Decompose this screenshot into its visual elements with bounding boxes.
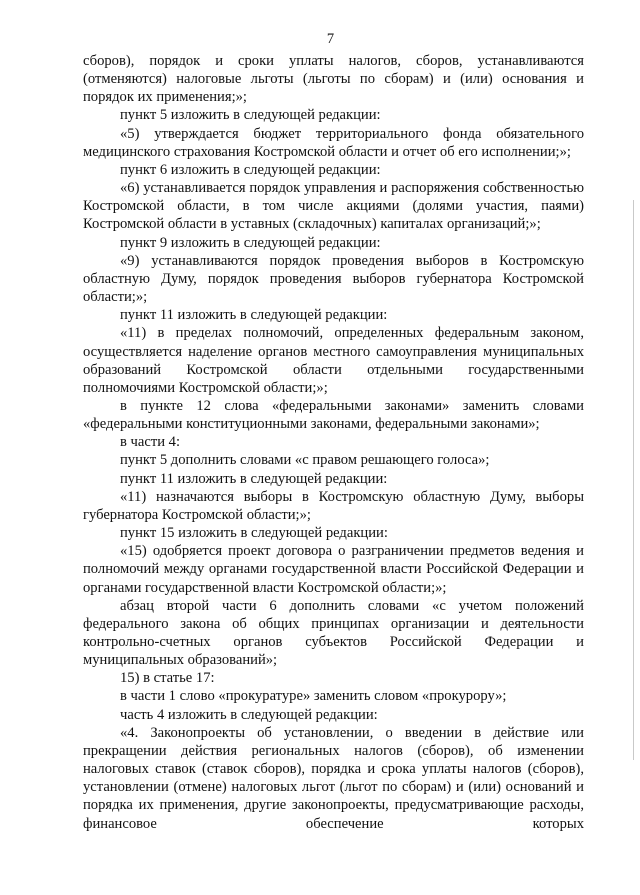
paragraph: «5) утверждается бюджет территориального фонда обязательного медицинского страхования Костромской области и отчет об его исполнении;»; bbox=[83, 125, 584, 160]
paragraph: в пункте 12 слова «федеральными законами» заменить словами «федеральными конституционными законами, федеральными законами»; bbox=[83, 397, 584, 433]
paragraph: сборов), порядок и сроки уплаты налогов, сборов, устанавливаются (отменяются) налоговые льготы (льготы по сборам) и (или) основания и порядок их применения;»; bbox=[83, 53, 584, 106]
paragraph: абзац второй части 6 дополнить словами «с учетом положений федерального закона об общих принципах организации и деятельности контрольно-счетных органов субъектов Российской Федерации и муниципальных образований»; bbox=[83, 597, 584, 669]
paragraph: 15) в статье 17: bbox=[120, 670, 215, 687]
paragraph: в части 4: bbox=[120, 434, 181, 451]
paragraph: «6) устанавливается порядок управления и распоряжения собственностью Костромской области, в том числе акциями (долями участия, паями) Костромской области в уставных (складочных) капиталах организаций;»; bbox=[83, 180, 584, 233]
document-body bbox=[83, 52, 584, 833]
paragraph: пункт 15 изложить в следующей редакции: bbox=[120, 525, 388, 542]
paragraph: «15) одобряется проект договора о разграничении предметов ведения и полномочий между органами государственной власти Российской Федерации и органами государственной власти Костромской области;»; bbox=[83, 543, 584, 596]
paragraph: пункт 11 изложить в следующей редакции: bbox=[120, 470, 388, 487]
scan-edge-line bbox=[633, 200, 634, 760]
paragraph: в части 1 слово «прокуратуре» заменить словом «прокурору»; bbox=[120, 688, 507, 705]
paragraph: пункт 5 изложить в следующей редакции: bbox=[120, 107, 381, 124]
page-number: 7 bbox=[326, 31, 335, 47]
paragraph: «9) устанавливаются порядок проведения выборов в Костромскую областную Думу, порядок проведения выборов губернатора Костромской области;»; bbox=[83, 252, 584, 306]
paragraph: «11) в пределах полномочий, определенных федеральным законом, осуществляется наделение органов местного самоуправления муниципальных образований Костромской области отдельными государственными полномочиями Костромской области;»; bbox=[83, 325, 584, 396]
paragraph: пункт 9 изложить в следующей редакции: bbox=[120, 234, 381, 251]
paragraph: «11) назначаются выборы в Костромскую областную Думу, выборы губернатора Костромской области;»; bbox=[83, 488, 584, 523]
paragraph: часть 4 изложить в следующей редакции: bbox=[120, 706, 378, 723]
paragraph: «4. Законопроекты об установлении, о введении в действие или прекращении действия региональных налогов (сборов), об изменении налоговых ставок (ставок сборов), порядка и срока уплаты налогов (сборов), установлении (отмене) налоговых льгот (льгот по сборам) и (или) оснований и порядка их применения, другие законопроекты, предусматривающие расходы, финансовое обеспечение которых bbox=[83, 724, 584, 832]
paragraph: пункт 5 дополнить словами «с правом решающего голоса»; bbox=[120, 452, 490, 469]
paragraph: пункт 6 изложить в следующей редакции: bbox=[120, 161, 381, 178]
paragraph: пункт 11 изложить в следующей редакции: bbox=[120, 307, 388, 324]
